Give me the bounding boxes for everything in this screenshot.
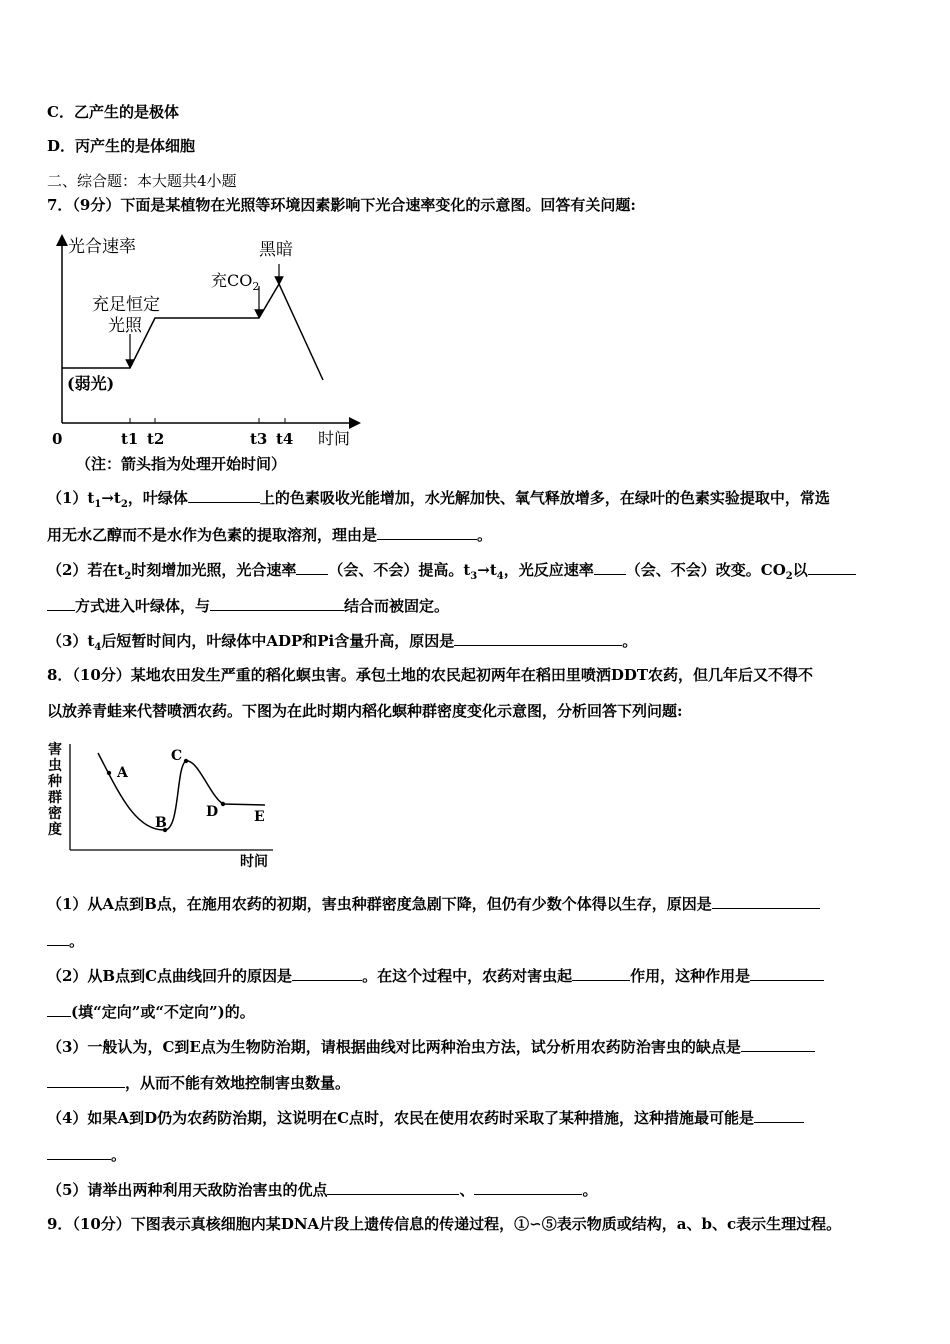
q8-stem-line1: 8．（10分）某地农田发生严重的稻化螟虫害。承包土地的农民起初两年在稻田里喷洒DDT农药，但几年后又不得不 — [47, 666, 813, 684]
answer-blank[interactable] — [712, 894, 820, 909]
svg-text:害: 害 — [48, 742, 62, 758]
q8-part2-line2: (填“定向”或“不定向”)的。 — [47, 1002, 255, 1022]
q7-photosynthesis-graph — [45, 228, 375, 448]
svg-text:种: 种 — [48, 774, 62, 790]
answer-blank[interactable] — [594, 560, 626, 575]
q8-part3-line1: （3）一般认为，C到E点为生物防治期，请根据曲线对比两种治虫方法，试分析用农药防治害虫的缺点是 — [47, 1037, 815, 1057]
point-b-label: B — [155, 815, 167, 831]
answer-blank[interactable] — [47, 1073, 125, 1088]
point-a-dot — [107, 771, 111, 775]
q7-part1-line1: $(1)t_1\to t_2$，叶绿体 上的色素吸收光能增加，水光解加快、氧气释放增多，在绿叶的色素实验提取中，常选 — [47, 489, 830, 510]
svg-text:群: 群 — [48, 790, 62, 806]
point-c-dot — [184, 759, 188, 763]
q8-part1-line1: （1）从A点到B点，在施用农药的初期，害虫种群密度急剧下降，但仍有少数个体得以生存，原因是 — [47, 894, 820, 914]
answer-blank[interactable] — [741, 1037, 815, 1052]
point-d-label: D — [206, 804, 219, 820]
option-c: C．乙产生的是极体 — [47, 103, 179, 121]
answer-blank[interactable] — [292, 966, 362, 981]
tick-label-t1: t1 — [121, 430, 139, 448]
option-d: D．丙产生的是体细胞 — [47, 137, 196, 155]
answer-blank[interactable] — [296, 560, 328, 575]
dark-label: 黑暗 — [259, 240, 293, 260]
answer-blank[interactable] — [210, 596, 344, 611]
answer-blank[interactable] — [808, 560, 856, 575]
answer-blank[interactable] — [572, 966, 630, 981]
x-axis-label: 时间 — [318, 429, 351, 448]
q8-part2-line1: （2）从B点到C点曲线回升的原因是 。在这个过程中，农药对害虫起 作用，这种作用是 — [47, 966, 824, 986]
answer-blank[interactable] — [474, 1180, 582, 1195]
svg-text:密: 密 — [48, 806, 62, 822]
answer-blank[interactable] — [47, 1002, 71, 1017]
q7-part2-line1: （2）若在$t_2$时刻增加光照，光合速率 （会、不会）提高。$t_3\to t_4$，光反应速率 （会、不会）改变。$CO_2$以 — [47, 560, 856, 587]
q7-part3: $(3)t_4$后短暂时间内，叶绿体中ADP和Pi含量升高，原因是 。 — [47, 632, 638, 653]
weak-light-label: (弱光) — [67, 374, 115, 393]
answer-blank[interactable] — [47, 1145, 111, 1160]
q8-stem-line2: 以放养青蛙来代替喷洒农药。下图为在此时期内稻化螟种群密度变化示意图，分析回答下列问题: — [47, 702, 683, 720]
q8-part5: （5）请举出两种利用天敌防治害虫的优点 、 。 — [47, 1181, 598, 1199]
q8-part3-line2: ，从而不能有效地控制害虫数量。 — [47, 1073, 350, 1093]
svg-text:度: 度 — [48, 822, 62, 838]
svg-text:虫: 虫 — [48, 758, 62, 774]
q8-part1-line2: 。 — [47, 931, 84, 951]
q9-stem: 9．（10分）下图表示真核细胞内某DNA片段上遗传信息的传递过程，①∽⑤表示物质或结构，a、b、c表示生理过程。 — [47, 1215, 842, 1233]
co2-label: 充$CO_2$ — [211, 271, 260, 293]
q7-part2-line2: 方式进入叶绿体，与 结合而被固定。 — [47, 596, 449, 616]
answer-blank[interactable] — [47, 931, 69, 946]
tick-label-t3: t3 — [250, 430, 268, 448]
tick-label-t4: t4 — [276, 430, 294, 448]
tick-label-t2: t2 — [147, 430, 165, 448]
q7-stem: 7．（9分）下面是某植物在光照等环境因素影响下光合速率变化的示意图。回答有关问题: — [47, 196, 636, 214]
answer-blank[interactable] — [327, 1180, 459, 1195]
point-c-label: C — [171, 748, 183, 764]
origin-label: 0 — [52, 430, 63, 448]
answer-blank[interactable] — [188, 488, 260, 503]
answer-blank[interactable] — [47, 596, 75, 611]
answer-blank[interactable] — [377, 525, 477, 540]
light-label-2: 光照 — [108, 316, 142, 336]
answer-blank[interactable] — [454, 631, 622, 646]
answer-blank[interactable] — [750, 966, 824, 981]
y-axis-label: 光合速率 — [68, 237, 136, 257]
point-d-dot — [221, 802, 225, 806]
q8-pest-density-graph — [40, 736, 285, 876]
section-title: 二、综合题：本大题共4小题 — [47, 172, 237, 190]
point-a-label: A — [117, 765, 128, 781]
q7-fig-note: （注：箭头指为处理开始时间） — [76, 455, 287, 473]
light-label-1: 充足恒定 — [92, 295, 160, 315]
q8-part4-line1: （4）如果A到D仍为农药防治期，这说明在C点时，农民在使用农药时采取了某种措施，这种措施最可能是 — [47, 1108, 804, 1128]
answer-blank[interactable] — [754, 1108, 804, 1123]
q8-part4-line2: 。 — [47, 1145, 126, 1165]
point-e-label: E — [254, 809, 265, 825]
y-axis-label — [47, 741, 62, 838]
x-axis-label: 时间 — [240, 854, 268, 870]
q7-part1-line2: 用无水乙醇而不是水作为色素的提取溶剂，理由是 。 — [47, 526, 493, 544]
